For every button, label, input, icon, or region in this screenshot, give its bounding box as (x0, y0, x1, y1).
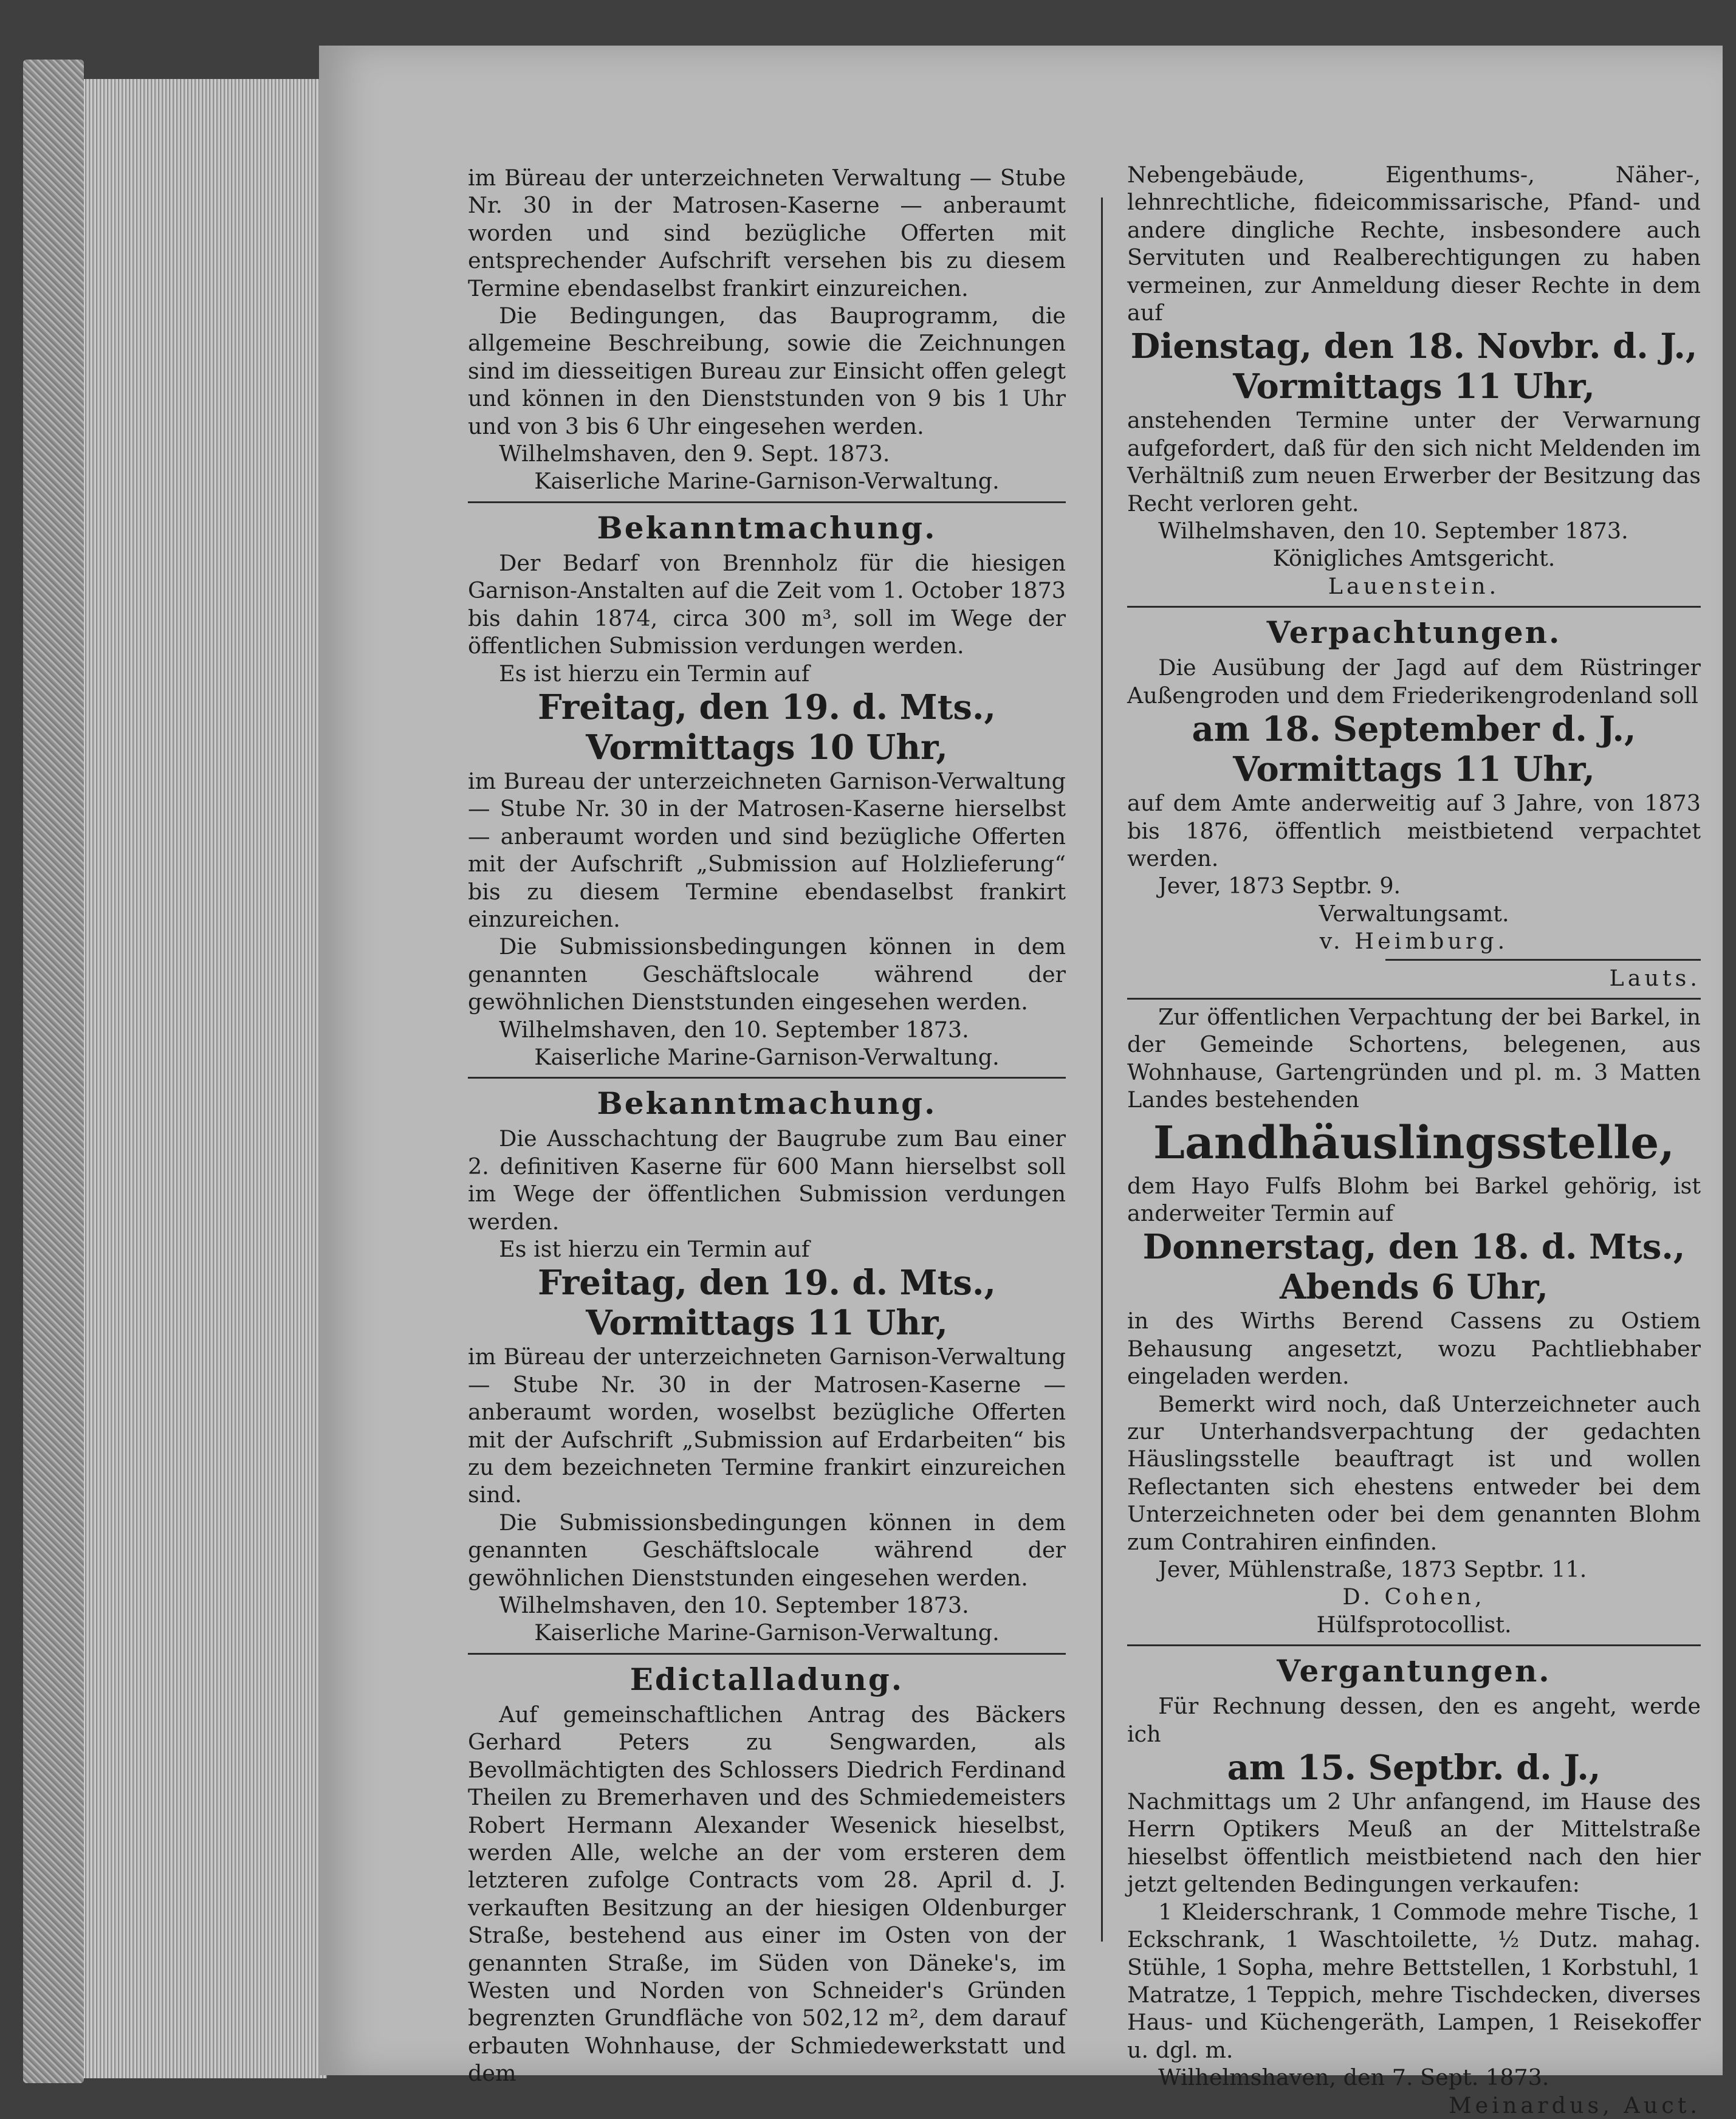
notice-place-date: Jever, Mühlenstraße, 1873 Septbr. 11. (1158, 1556, 1587, 1583)
notice-time: Abends 6 Uhr, (1279, 1267, 1549, 1308)
separator (468, 1077, 1066, 1079)
notice-text: Nachmittags um 2 Uhr anfangend, im Hause des Herrn Optikers Meuß an der Mittelstraße hieselbst öffentlich meistbietend nach den hier jetzt geltenden Bedingungen verkaufen: (1127, 1788, 1701, 1898)
notice-brennholz (468, 507, 1066, 1071)
right-column (1127, 161, 1701, 2119)
notice-baugrube (468, 1082, 1066, 1647)
notice-date: Dienstag, den 18. Novbr. d. J., (1130, 326, 1698, 367)
notice-text: Zur öffentlichen Verpachtung der bei Barkel, in der Gemeinde Schortens, belegenen, aus Wohnhause, Gartengründen und pl. m. 3 Matten Landes bestehenden (1127, 1003, 1701, 1113)
notice-verpachtungen (1127, 611, 1701, 992)
notice-item-list: 1 Kleiderschrank, 1 Commode mehre Tische, 1 Eckschrank, 1 Waschtoilette, ½ Dutz. mahag. Stühle, 1 Sopha, mehre Bettstellen, 1 Korbstuhl, 1 Matratze, 1 Teppich, mehre Tischdecken, diverses Haus- und Küchengeräth, Lampen, 1 Reisekoffer u. dgl. m. (1127, 1898, 1701, 2063)
left-column (468, 164, 1066, 2087)
notice-time: Vormittags 11 Uhr, (1233, 366, 1595, 407)
notice-place-date: Wilhelmshaven, den 7. Sept. 1873. (1158, 2064, 1549, 2091)
notice-signature: Kaiserliche Marine-Garnison-Verwaltung. (534, 1619, 1000, 1646)
notice-text: anstehenden Termine unter der Verwarnung aufgefordert, daß für den sich nicht Meldenden im Verhältniß zum neuen Erwerber der Besitzung das Recht verloren geht. (1127, 407, 1701, 517)
intro-text: im Büreau der unterzeichneten Verwaltung — Stube Nr. 30 in der Matrosen-Kaserne — anberaumt worden und sind bezügliche Offerten mit entsprechender Aufschrift versehen bis zu diesem Termine ebendaselbst frankirt einzureichen. (468, 165, 1066, 301)
court-name: Königliches Amtsgericht. (1272, 545, 1556, 572)
notice-place-date: Jever, 1873 Septbr. 9. (1158, 873, 1401, 899)
notice-edictalladung (468, 1658, 1066, 2087)
notice-text: Bemerkt wird noch, daß Unterzeichneter auch zur Unterhandsverpachtung der gedachten Häuslingsstelle beauftragt ist und wollen Reflectanten sich ehestens entweder bei dem Unterzeichneten oder bei dem genannten Blohm zum Contrahiren einfinden. (1127, 1390, 1701, 1555)
notice-date: Freitag, den 19. d. Mts., (538, 687, 996, 727)
notice-time: Vormittags 10 Uhr, (586, 727, 948, 768)
notice-text: auf dem Amte anderweitig auf 3 Jahre, von 1873 bis 1876, öffentlich meistbietend verpachtet werden. (1127, 790, 1701, 871)
separator (1127, 606, 1701, 608)
intro-place-date: Wilhelmshaven, den 9. Sept. 1873. (499, 441, 890, 467)
notice-signature: D. Cohen, (1342, 1584, 1486, 1610)
notice-time: Vormittags 11 Uhr, (1233, 749, 1595, 790)
intro-signature: Kaiserliche Marine-Garnison-Verwaltung. (534, 468, 1000, 495)
notice-title: Bekanntmachung. (597, 509, 937, 546)
signature-heimburg: v. Heimburg. (1319, 928, 1509, 955)
notice-date: Freitag, den 19. d. Mts., (538, 1263, 996, 1303)
continued-text: Nebengebäude, Eigenthums-, Näher-, lehnrechtliche, fideicommissarische, Pfand- und andere dingliche Rechte, insbesondere auch Servituten und Realberechtigungen zu haben vermeinen, zur Anmeldung dieser Rechte in dem auf (1127, 162, 1701, 326)
notice-place-date: Wilhelmshaven, den 10. September 1873. (499, 1016, 969, 1043)
notice-text: Für Rechnung dessen, den es angeht, werde ich (1127, 1693, 1701, 1747)
notice-date: Donnerstag, den 18. d. Mts., (1142, 1227, 1686, 1268)
notice-text: dem Hayo Fulfs Blohm bei Barkel gehörig, ist anderweiter Termin auf (1127, 1172, 1701, 1226)
judge-name: Lauenstein. (1328, 572, 1500, 599)
notice-text: Die Ausschachtung der Baugrube zum Bau einer 2. definitiven Kaserne für 600 Mann hierselbst soll im Wege der öffentlichen Submission verdungen werden. (468, 1125, 1066, 1235)
separator (1127, 1644, 1701, 1646)
notice-title: Vergantungen. (1277, 1653, 1551, 1689)
signature-lauts: Lauts. (1609, 964, 1701, 991)
office-name: Verwaltungsamt. (1319, 900, 1509, 927)
notice-title: Verpachtungen. (1266, 614, 1562, 651)
separator (468, 501, 1066, 503)
column-divider (1101, 197, 1103, 1942)
notice-text: Der Bedarf von Brennholz für die hiesigen Garnison-Anstalten auf die Zeit vom 1. October 1873 bis dahin 1874, circa 300 m³, soll im Wege der öffentlichen Submission verdungen werden. (468, 549, 1066, 659)
notice-time: Vormittags 11 Uhr, (586, 1303, 948, 1344)
intro-conditions: Die Bedingungen, das Bauprogramm, die allgemeine Beschreibung, sowie die Zeichnungen sind im diesseitigen Bureau zur Einsicht offen gelegt und können in den Dienststunden von 9 bis 1 Uhr und von 3 bis 6 Uhr eingesehen werden. (468, 303, 1066, 439)
notice-vergantungen (1127, 1650, 1701, 2119)
notice-text: Die Submissionsbedingungen können in dem genannten Geschäftslocale während der gewöhnlichen Dienststunden eingesehen werden. (468, 933, 1066, 1015)
notice-text: Auf gemeinschaftlichen Antrag des Bäckers Gerhard Peters zu Sengwarden, als Bevollmächtigten des Schlossers Diedrich Ferdinand Theilen zu Bremerhaven und des Schmiedemeisters Robert Hermann Alexander Wesenick hieselbst, werden Alle, welche an der vom ersteren dem letzteren zufolge Contracts vom 28. April d. J. verkauften Besitzung an der hiesigen Oldenburger Straße, bestehend aus einer im Osten von der genannten Straße, im Süden von Däneke's, im Westen und Norden von Schneider's Gründen begrenzten Grundfläche von 502,12 m², dem darauf erbauten Wohnhause, der Schmiedewerkstatt und dem (468, 1701, 1066, 2087)
notice-place-date: Wilhelmshaven, den 10. September 1873. (1158, 518, 1628, 544)
notice-landhaeuslingsstelle (1127, 1003, 1701, 1638)
notice-signature: Kaiserliche Marine-Garnison-Verwaltung. (534, 1043, 1000, 1070)
notice-signature: Meinardus, Auct. (1449, 2092, 1701, 2118)
separator (1127, 998, 1701, 1000)
notice-headline: Landhäuslingsstelle, (1153, 1116, 1675, 1169)
notice-date: am 18. September d. J., (1192, 709, 1636, 750)
notice-title: Bekanntmachung. (597, 1085, 937, 1122)
notice-text: im Bureau der unterzeichneten Garnison-Verwaltung — Stube Nr. 30 in der Matrosen-Kaserne hierselbst — anberaumt worden und sind bezügliche Offerten mit der Aufschrift „Submission auf Holzlieferung“ bis zu diesem Termine ebendaselbst frankirt einzureichen. (468, 768, 1066, 932)
notice-date: am 15. Septbr. d. J., (1227, 1748, 1601, 1788)
notice-text: Es ist hierzu ein Termin auf (499, 1236, 810, 1262)
notice-text: Die Ausübung der Jagd auf dem Rüstringer Außengroden und dem Friederikengrodenland soll (1127, 654, 1701, 709)
page-stack-edge (84, 79, 327, 2078)
separator (468, 1653, 1066, 1655)
notice-text: Die Submissionsbedingungen können in dem genannten Geschäftslocale während der gewöhnlichen Dienststunden eingesehen werden. (468, 1509, 1066, 1591)
signature-rule (1385, 959, 1701, 961)
notice-text: im Büreau der unterzeichneten Garnison-Verwaltung — Stube Nr. 30 in der Matrosen-Kaserne — anberaumt worden, woselbst bezügliche Offerten mit der Aufschrift „Submission auf Erdarbeiten“ bis zu dem bezeichneten Termine frankirt einzureichen sind. (468, 1344, 1066, 1508)
signature-role: Hülfsprotocollist. (1316, 1611, 1512, 1638)
notice-text: in des Wirths Berend Cassens zu Ostiem Behausung angesetzt, wozu Pachtliebhaber eingeladen werden. (1127, 1308, 1701, 1390)
notice-text: Es ist hierzu ein Termin auf (499, 660, 810, 687)
notice-title: Edictalladung. (630, 1661, 904, 1697)
notice-place-date: Wilhelmshaven, den 10. September 1873. (499, 1592, 969, 1619)
book-spine-edge (23, 60, 84, 2083)
